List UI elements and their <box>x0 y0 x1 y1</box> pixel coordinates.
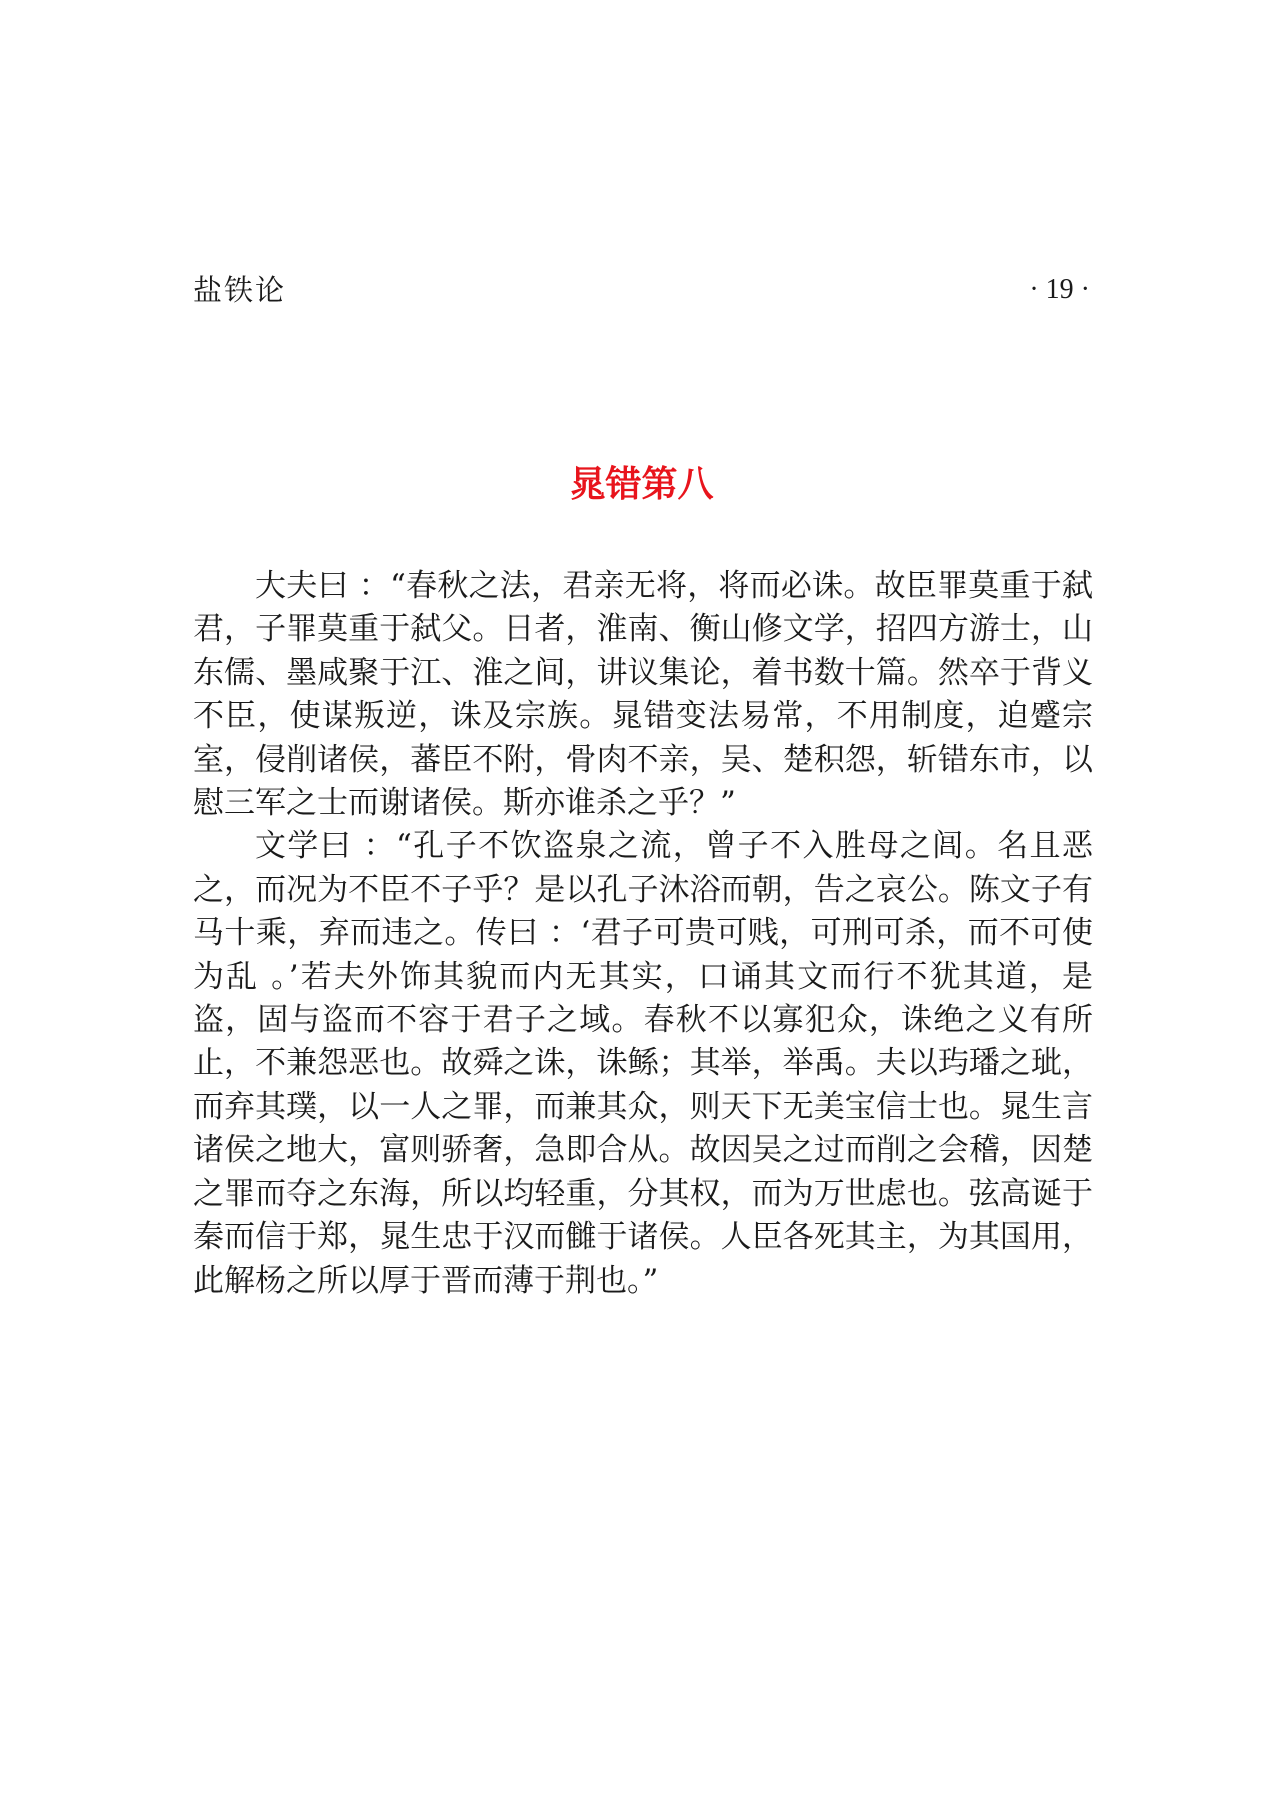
body-text <box>193 565 1093 1303</box>
page-header <box>193 268 1090 312</box>
paragraph-dafu: 大夫曰 ：“春秋之法，君亲无将，将而必诛。故臣罪莫重于弑君，子罪莫重于弑父。日者，淮南、衡山修文学，招四方游士，山东儒、墨咸聚于江、淮之间，讲议集论，着书数十篇。然卒于背义不臣，使谋叛逆，诛及宗族。晁错变法易常，不用制度，迫蹙宗室，侵削诸侯，蕃臣不附，骨肉不亲，吴、楚积怨，斩错东市，以慰三军之士而谢诸侯。斯亦谁杀之乎？” <box>193 568 1093 822</box>
book-title: 盐铁论 <box>193 273 287 307</box>
page-number: · 19 · <box>1029 274 1090 305</box>
chapter-title: 晁错第八 <box>569 464 714 505</box>
paragraph-wenxue: 文学曰 ：“孔子不饮盗泉之流，曾子不入胜母之闾。名且恶之，而况为不臣不子乎？是以孔子沐浴而朝，告之哀公。陈文子有马十乘，弃而违之。传曰 ：‘君子可贵可贱，可刑可杀，而不可使为乱 。’若夫外饰其貌而内无其实，口诵其文而行不犹其道，是盗，固与盗而不容于君子之域。春秋不以寡犯众，诛绝之义有所止，不兼怨恶也。故舜之诛，诛鲧；其举，举禹。夫以玙璠之玼，而弃其璞，以一人之罪，而兼其众，则天下无美宝信士也。晁生言诸侯之地大，富则骄奢，急即合从。故因吴之过而削之会稽，因楚之罪而夺之东海，所以均轻重，分其权，而为万世虑也。弦高诞于秦而信于郑，晁生忠于汉而雠于诸侯。人臣各死其主，为其国用，此解杨之所以厚于晋而薄于荆也。” <box>193 828 1093 1299</box>
